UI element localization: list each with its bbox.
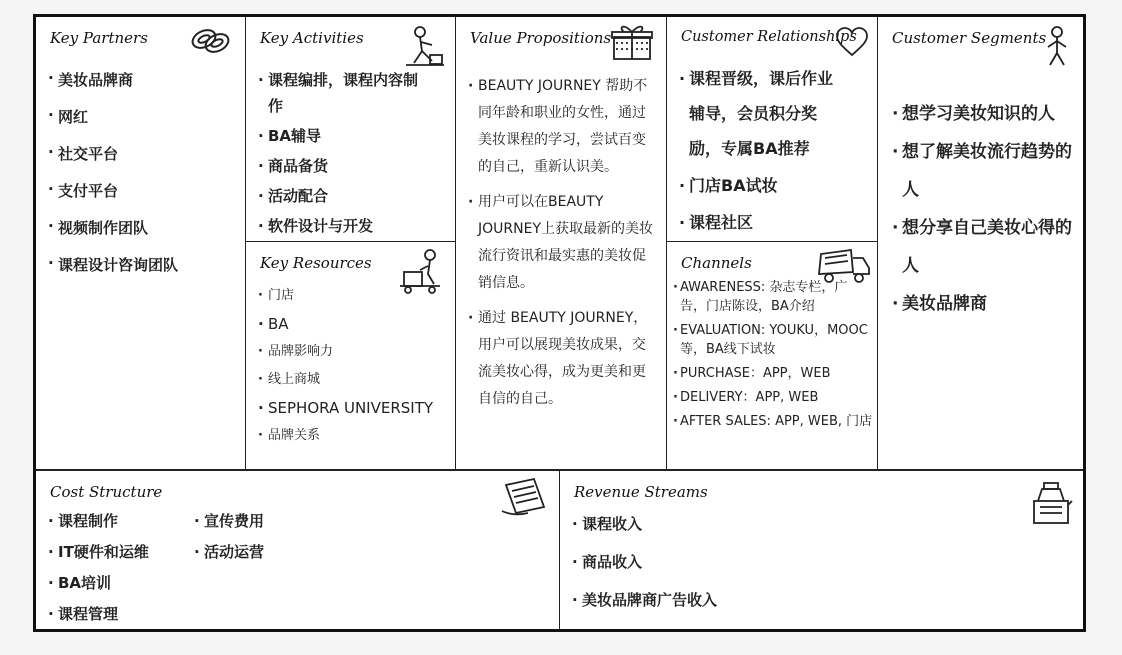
- customer-relationships-list: [679, 61, 844, 240]
- list-item: · 美妆品牌商: [48, 69, 238, 90]
- revenue-streams-title: Revenue Streams: [574, 483, 708, 501]
- person-icon: [1044, 25, 1070, 67]
- list-item: · 支付平台: [48, 180, 238, 201]
- list-item: · 门店BA试妆: [679, 168, 844, 203]
- list-item: · 课程收入: [572, 513, 872, 535]
- key-activities-title: Key Activities: [260, 29, 364, 47]
- key-resources-block: [246, 242, 456, 469]
- list-item: · BA: [258, 314, 453, 334]
- cost-structure-block: [36, 469, 560, 629]
- customer-segments-list: [892, 95, 1072, 323]
- channels-list: [673, 278, 873, 431]
- customer-relationships-title: Customer Relationships: [681, 29, 857, 45]
- heart-icon: [835, 27, 869, 57]
- gift-box-icon: [610, 23, 656, 63]
- cost-structure-col2: [194, 511, 334, 573]
- list-item: · 商品备货: [258, 153, 418, 179]
- list-item: · AWARENESS: 杂志专栏，广告，门店陈设，BA介绍: [673, 278, 873, 316]
- list-item: · 品牌关系: [258, 426, 453, 446]
- list-item: · 活动配合: [258, 183, 418, 209]
- channels-block: [667, 242, 878, 469]
- list-item: · 美妆品牌商广告收入: [572, 589, 872, 611]
- list-item: · 品牌影响力: [258, 342, 453, 362]
- canvas-frame: [33, 14, 1086, 632]
- list-item: · 课程晋级，课后作业辅导，会员积分奖励，专属BA推荐: [679, 61, 844, 166]
- channels-title: Channels: [681, 254, 752, 272]
- list-item: · BA培训: [48, 573, 188, 594]
- list-item: · 课程设计咨询团队: [48, 254, 238, 275]
- key-resources-list: [258, 286, 453, 446]
- list-item: · 网红: [48, 106, 238, 127]
- customer-segments-title: Customer Segments: [892, 29, 1047, 47]
- chain-link-icon: [188, 23, 234, 59]
- revenue-streams-list: [572, 513, 872, 611]
- cost-structure-title: Cost Structure: [50, 483, 163, 501]
- list-item: · BEAUTY JOURNEY 帮助不同年龄和职业的女性，通过美妆课程的学习，尝试百变的自己，重新认识美。: [468, 73, 656, 181]
- value-propositions-list: [468, 73, 656, 413]
- list-item: · 商品收入: [572, 551, 872, 573]
- list-item: · 美妆品牌商: [892, 285, 1072, 323]
- list-item: · 软件设计与开发: [258, 213, 418, 239]
- list-item: · BA辅导: [258, 123, 418, 149]
- list-item: · 宣传费用: [194, 511, 334, 532]
- list-item: · 社交平台: [48, 143, 238, 164]
- list-item: · 课程社区: [679, 205, 844, 240]
- cash-register-icon: [1030, 481, 1074, 527]
- cost-structure-col1: [48, 511, 188, 635]
- list-item: · 想了解美妆流行趋势的人: [892, 133, 1072, 209]
- key-partners-title: Key Partners: [50, 29, 148, 47]
- list-item: · 想学习美妆知识的人: [892, 95, 1072, 133]
- key-activities-block: [246, 17, 456, 242]
- list-item: · SEPHORA UNIVERSITY: [258, 398, 453, 418]
- list-item: · 门店: [258, 286, 453, 306]
- list-item: · EVALUATION: YOUKU，MOOC 等，BA线下试妆: [673, 321, 873, 359]
- value-propositions-title: Value Propositions: [470, 29, 612, 47]
- customer-relationships-block: [667, 17, 878, 242]
- list-item: · PURCHASE：APP，WEB: [673, 364, 873, 383]
- key-partners-block: [36, 17, 246, 469]
- key-resources-title: Key Resources: [260, 254, 372, 272]
- list-item: · 想分享自己美妆心得的人: [892, 209, 1072, 285]
- list-item: · 通过 BEAUTY JOURNEY，用户可以展现美妆成果，交流美妆心得，成为更美和更自信的自己。: [468, 305, 656, 413]
- list-item: · 用户可以在BEAUTY JOURNEY上获取最新的美妆流行资讯和最实惠的美妆促销信息。: [468, 189, 656, 297]
- invoice-icon: [500, 477, 550, 517]
- worker-icon: [404, 25, 446, 69]
- list-item: · DELIVERY：APP, WEB: [673, 388, 873, 407]
- list-item: · 线上商城: [258, 370, 453, 390]
- list-item: · 课程管理: [48, 604, 188, 625]
- revenue-streams-block: [560, 469, 1083, 629]
- value-propositions-block: [456, 17, 667, 469]
- key-partners-list: [48, 69, 238, 275]
- list-item: · 课程编排，课程内容制作: [258, 67, 418, 119]
- list-item: · 视频制作团队: [48, 217, 238, 238]
- key-activities-list: [258, 67, 418, 239]
- list-item: · IT硬件和运维: [48, 542, 188, 563]
- list-item: · 课程制作: [48, 511, 188, 532]
- customer-segments-block: [878, 17, 1083, 469]
- list-item: · AFTER SALES: APP, WEB, 门店: [673, 412, 873, 431]
- list-item: · 活动运营: [194, 542, 334, 563]
